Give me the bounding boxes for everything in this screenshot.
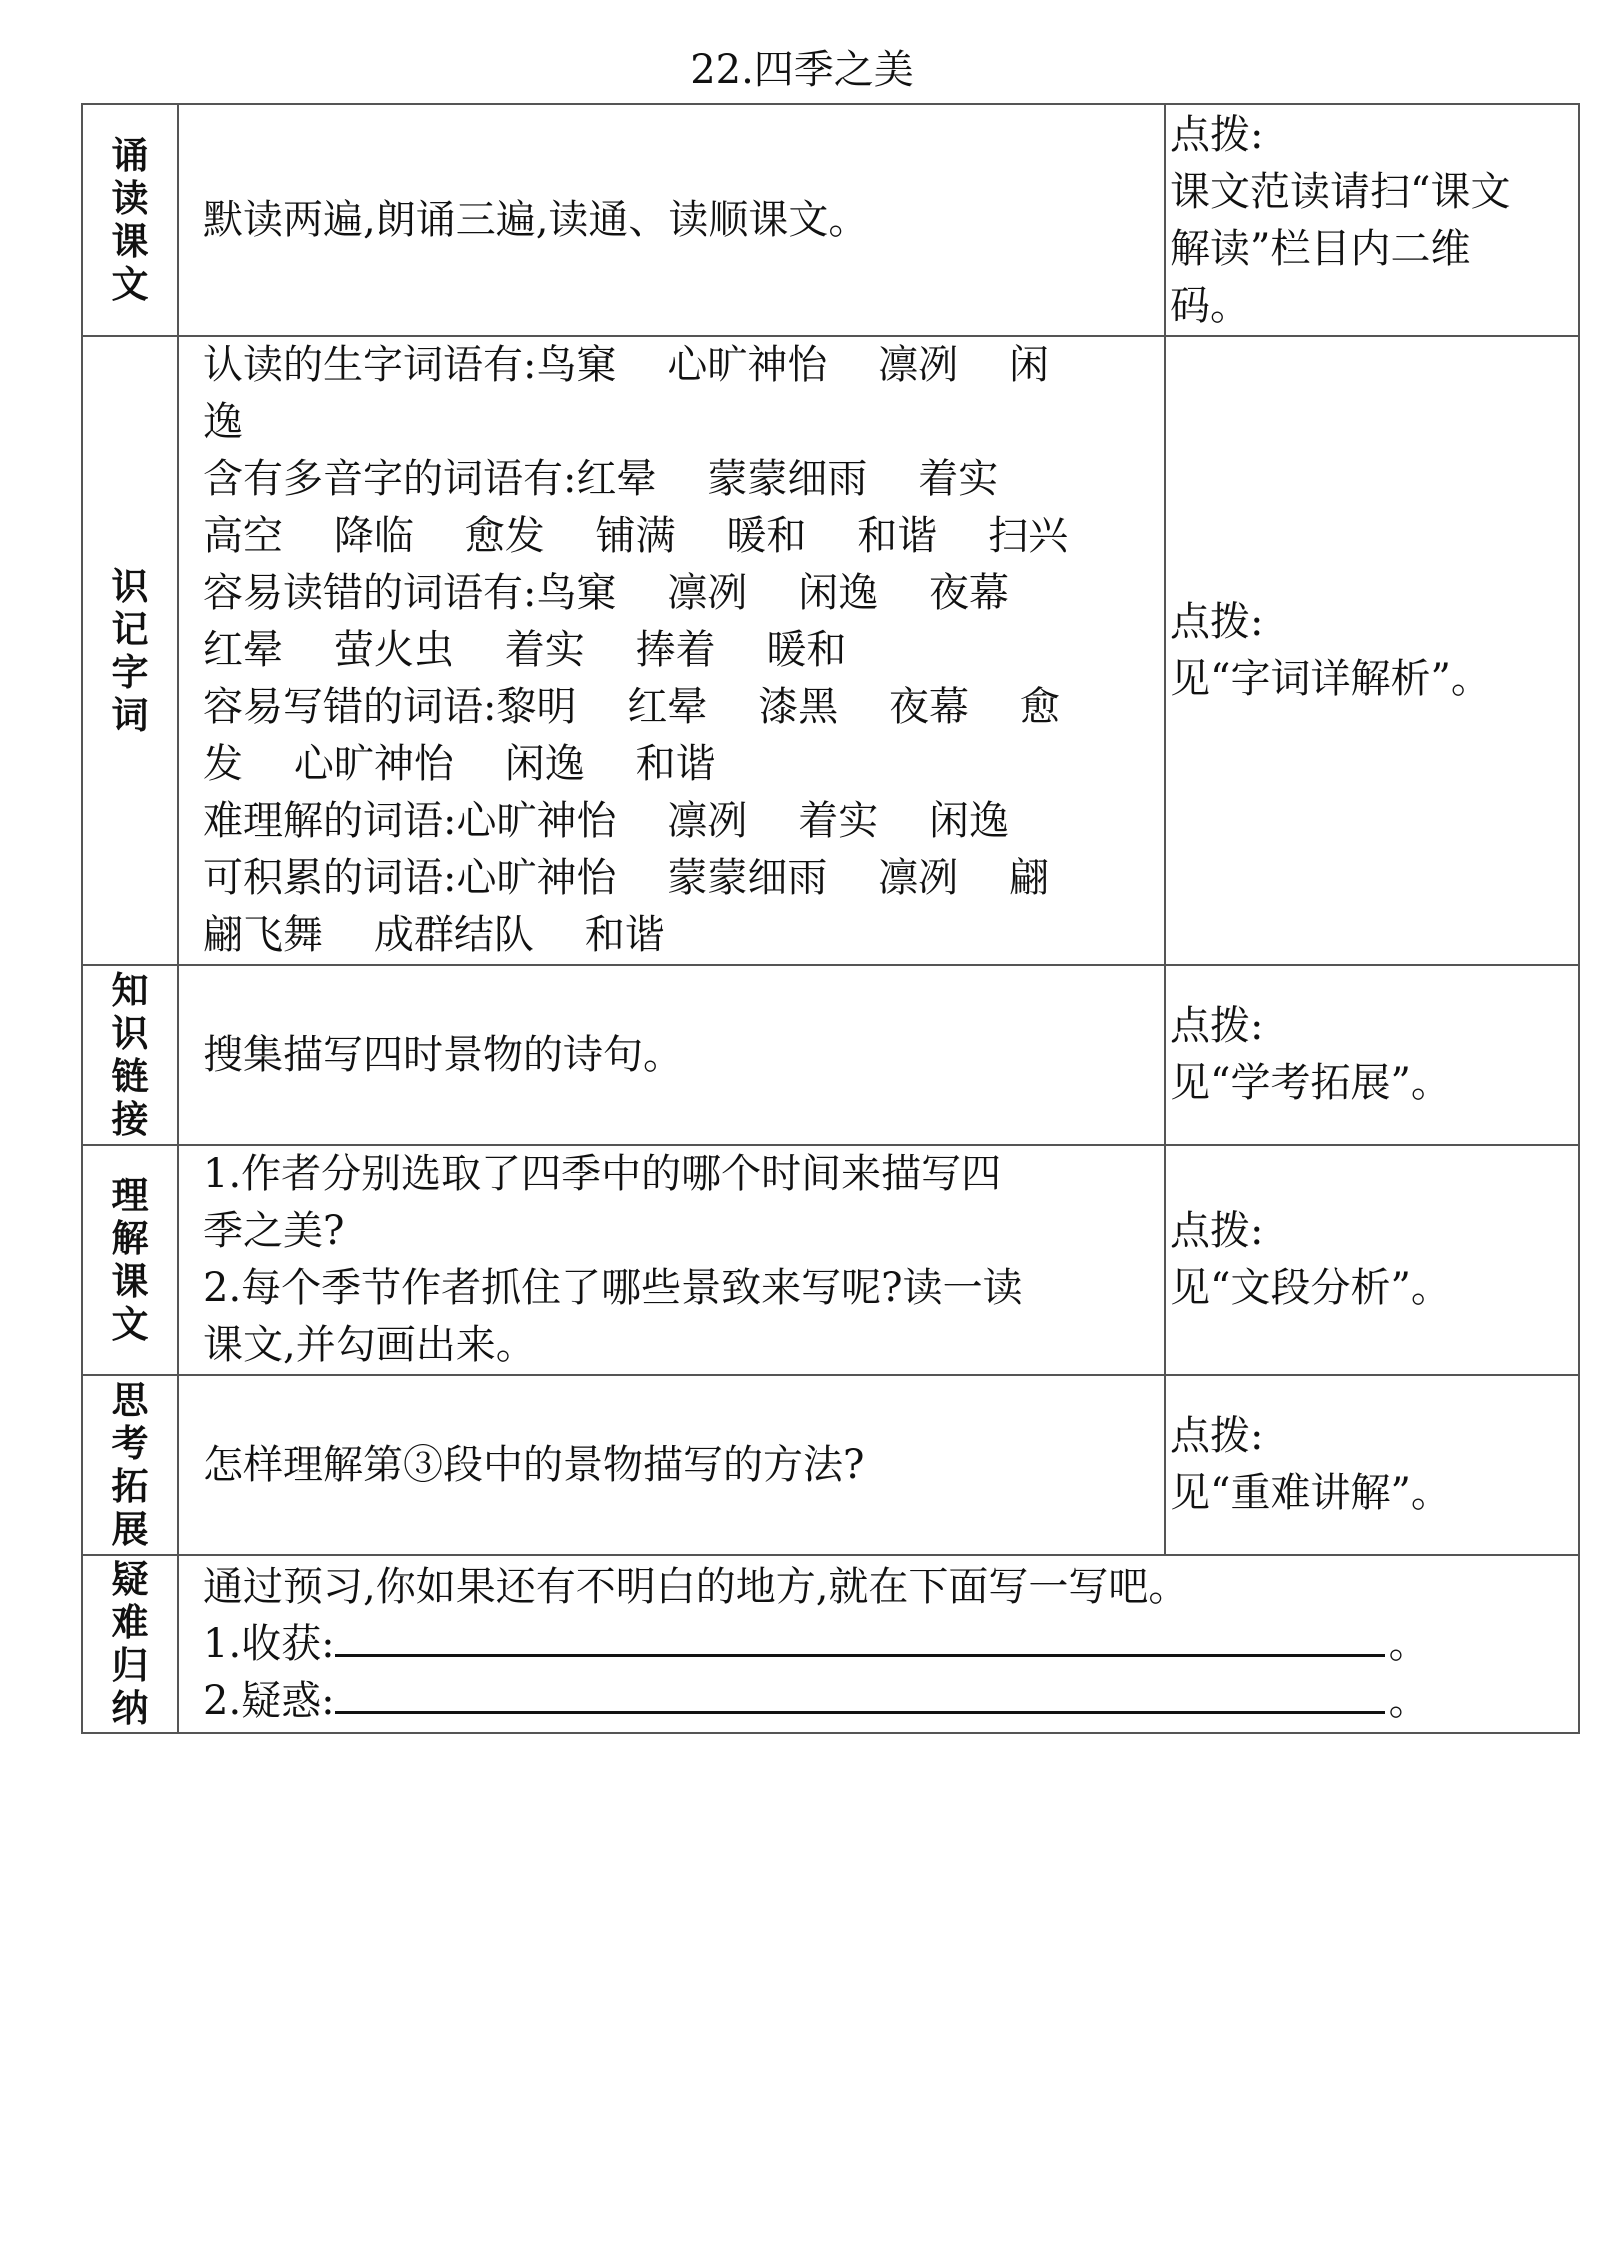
row-content-extend: [178, 1375, 1165, 1555]
content-line: 1.作者分别选取了四季中的哪个时间来描写四: [203, 1151, 1002, 1197]
row-label-summary: [82, 1555, 178, 1733]
summary-intro: 通过预习,你如果还有不明白的地方,就在下面写一写吧。: [203, 1563, 1189, 1610]
label-char: 考: [111, 1422, 149, 1465]
table-row-extend: [82, 1375, 1579, 1555]
tip-line: 见“重难讲解”。: [1170, 1470, 1451, 1516]
label-char: 词: [111, 693, 149, 737]
content-line: 怎样理解第③段中的景物描写的方法?: [203, 1441, 865, 1488]
doubts-blank[interactable]: [335, 1681, 1385, 1714]
content-line: 容易读错的词语有:鸟窠 凛冽 闲逸 夜幕: [203, 570, 1010, 616]
row-content-understand: [178, 1145, 1165, 1375]
row-tip-knowledge: [1165, 965, 1579, 1145]
table-row-recite: [82, 104, 1579, 336]
content-line: 容易写错的词语:黎明 红晕 漆黑 夜幕 愈: [203, 684, 1060, 730]
label-char: 难: [111, 1601, 149, 1644]
label-char: 接: [111, 1098, 149, 1141]
label-char: 字: [111, 650, 149, 694]
page-title: 22.四季之美: [690, 47, 914, 93]
row-tip-vocabulary: [1165, 336, 1579, 965]
row-label-recite: [82, 104, 178, 336]
gains-line: [203, 1616, 1562, 1673]
row-tip-understand: [1165, 1145, 1579, 1375]
label-char: 纳: [111, 1687, 149, 1730]
label-char: 诵: [111, 134, 149, 177]
row-label-vocabulary: [82, 336, 178, 965]
content-line: 翩飞舞 成群结队 和谐: [203, 912, 665, 958]
content-line: 默读两遍,朗诵三遍,读通、读顺课文。: [203, 196, 869, 243]
content-line: 搜集描写四时景物的诗句。: [203, 1031, 683, 1078]
row-label-extend: [82, 1375, 178, 1555]
label-char: 课: [111, 220, 149, 263]
tip-line: 点拨:: [1170, 598, 1264, 645]
gains-end: 。: [1388, 1620, 1429, 1667]
tip-line: 见“文段分析”。: [1170, 1265, 1451, 1311]
label-char: 识: [111, 1012, 149, 1055]
row-content-knowledge: [178, 965, 1165, 1145]
row-content-vocabulary: [178, 336, 1165, 965]
table-row-knowledge: [82, 965, 1579, 1145]
content-line: 发 心旷神怡 闲逸 和谐: [203, 741, 716, 787]
label-char: 记: [111, 607, 149, 651]
table-row-understand: [82, 1145, 1579, 1375]
label-char: 归: [111, 1644, 149, 1687]
content-line: 可积累的词语:心旷神怡 蒙蒙细雨 凛冽 翩: [203, 855, 1050, 901]
label-char: 疑: [111, 1558, 149, 1601]
tip-line: 解读”栏目内二维: [1170, 226, 1471, 272]
label-char: 拓: [111, 1465, 149, 1508]
label-char: 课: [111, 1260, 149, 1303]
content-line: 2.每个季节作者抓住了哪些景致来写呢?读一读: [203, 1265, 1023, 1311]
preview-worksheet-table: [81, 103, 1580, 1734]
label-char: 文: [111, 1303, 149, 1346]
label-char: 读: [111, 177, 149, 220]
row-tip-recite: [1165, 104, 1579, 336]
content-line: 课文,并勾画出来。: [203, 1322, 536, 1368]
content-line: 含有多音字的词语有:红晕 蒙蒙细雨 着实: [203, 456, 999, 502]
content-line: 高空 降临 愈发 铺满 暖和 和谐 扫兴: [203, 513, 1069, 559]
tip-line: 课文范读请扫“课文: [1170, 169, 1511, 215]
label-char: 文: [111, 263, 149, 306]
label-char: 知: [111, 969, 149, 1012]
tip-line: 点拨:: [1170, 1413, 1264, 1459]
row-label-knowledge: [82, 965, 178, 1145]
label-char: 思: [111, 1379, 149, 1422]
label-char: 识: [111, 564, 149, 608]
row-tip-extend: [1165, 1375, 1579, 1555]
doubts-end: 。: [1388, 1677, 1429, 1724]
content-line: 难理解的词语:心旷神怡 凛冽 着实 闲逸: [203, 798, 1010, 844]
tip-line: 见“字词详解析”。: [1170, 655, 1491, 702]
content-line: 认读的生字词语有:鸟窠 心旷神怡 凛冽 闲: [203, 342, 1050, 388]
content-line: 逸: [203, 399, 243, 445]
gains-label: 1.收获:: [203, 1620, 335, 1667]
content-line: 季之美?: [203, 1208, 345, 1254]
table-row-summary: [82, 1555, 1579, 1733]
row-content-summary: [178, 1555, 1579, 1733]
row-content-recite: [178, 104, 1165, 336]
row-label-understand: [82, 1145, 178, 1375]
doubts-label: 2.疑惑:: [203, 1677, 335, 1724]
tip-line: 点拨:: [1170, 1003, 1264, 1049]
tip-line: 点拨:: [1170, 112, 1264, 158]
label-char: 链: [111, 1055, 149, 1098]
tip-line: 见“学考拓展”。: [1170, 1060, 1451, 1106]
label-char: 解: [111, 1217, 149, 1260]
label-char: 理: [111, 1174, 149, 1217]
gains-blank[interactable]: [335, 1624, 1385, 1657]
doubts-line: [203, 1673, 1562, 1730]
label-char: 展: [111, 1508, 149, 1551]
tip-line: 码。: [1170, 283, 1250, 329]
content-line: 红晕 萤火虫 着实 捧着 暖和: [203, 627, 847, 673]
tip-line: 点拨:: [1170, 1208, 1264, 1254]
table-row-vocabulary: [82, 336, 1579, 965]
